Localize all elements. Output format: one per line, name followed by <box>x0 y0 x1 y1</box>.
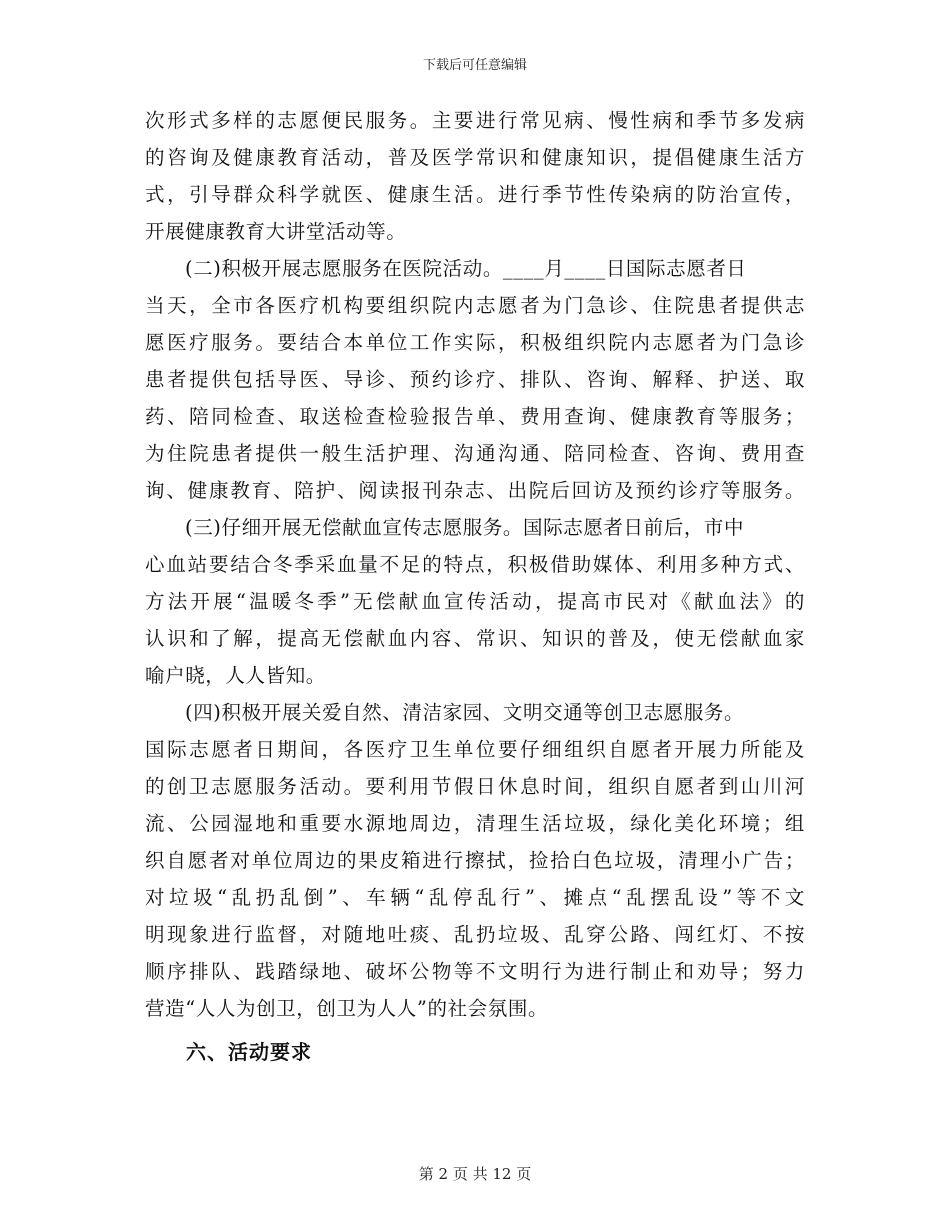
text-line: 方法开展“温暖冬季”无偿献血宣传活动，提高市民对《献血法》的 <box>145 590 805 613</box>
text-line: 愿医疗服务。要结合本单位工作实际，积极组织院内志愿者为门急诊 <box>145 331 805 354</box>
paragraph-start-line: (三)仔细开展无偿献血宣传志愿服务。国际志愿者日前后，市中 <box>185 516 745 539</box>
section-heading: 六、活动要求 <box>186 1040 312 1064</box>
text-line: 式，引导群众科学就医、健康生活。进行季节性传染病的防治宣传， <box>145 183 805 206</box>
text-line: 药、陪同检查、取送检查检验报告单、费用查询、健康教育等服务； <box>145 405 805 428</box>
text-line: 顺序排队、践踏绿地、破坏公物等不文明行为进行制止和劝导；努力 <box>145 960 805 983</box>
text-line: 当天，全市各医疗机构要组织院内志愿者为门急诊、住院患者提供志 <box>145 294 805 317</box>
text-line: 为住院患者提供一般生活护理、沟通沟通、陪同检查、咨询、费用查 <box>145 442 805 465</box>
text-line: 的创卫志愿服务活动。要利用节假日休息时间，组织自愿者到山川河 <box>145 775 805 798</box>
page-footer: 第 2 页 共 12 页 <box>418 1165 532 1183</box>
paragraph-start-line: (二)积极开展志愿服务在医院活动。____月____日国际志愿者日 <box>185 257 747 280</box>
page-header: 下载后可任意编辑 <box>422 58 527 73</box>
paragraph-start-line: (四)积极开展关爱自然、清洁家园、文明交通等创卫志愿服务。 <box>185 701 745 724</box>
text-line: 喻户晓，人人皆知。 <box>145 664 326 687</box>
text-line: 营造“人人为创卫，创卫为人人”的社会氛围。 <box>145 997 549 1020</box>
text-line: 患者提供包括导医、导诊、预约诊疗、排队、咨询、解释、护送、取 <box>145 368 805 391</box>
text-line: 对垃圾“乱扔乱倒”、车辆“乱停乱行”、摊点“乱摆乱设”等不文 <box>145 886 805 909</box>
text-line: 心血站要结合冬季采血量不足的特点，积极借助媒体、利用多种方式、 <box>145 553 805 576</box>
text-line: 开展健康教育大讲堂活动等。 <box>145 220 407 243</box>
text-line: 询、健康教育、陪护、阅读报刊杂志、出院后回访及预约诊疗等服务。 <box>145 479 805 502</box>
text-line: 流、公园湿地和重要水源地周边，清理生活垃圾，绿化美化环境；组 <box>145 812 805 835</box>
text-line: 明现象进行监督，对随地吐痰、乱扔垃圾、乱穿公路、闯红灯、不按 <box>145 923 805 946</box>
text-line: 认识和了解，提高无偿献血内容、常识、知识的普及，使无偿献血家 <box>145 627 805 650</box>
text-line: 织自愿者对单位周边的果皮箱进行擦拭，捡拾白色垃圾，清理小广告； <box>145 849 805 872</box>
text-line: 的咨询及健康教育活动，普及医学常识和健康知识，提倡健康生活方 <box>145 146 805 169</box>
text-line: 国际志愿者日期间，各医疗卫生单位要仔细组织自愿者开展力所能及 <box>145 738 805 761</box>
text-line: 次形式多样的志愿便民服务。主要进行常见病、慢性病和季节多发病 <box>145 109 805 132</box>
body-text <box>145 102 805 1027</box>
